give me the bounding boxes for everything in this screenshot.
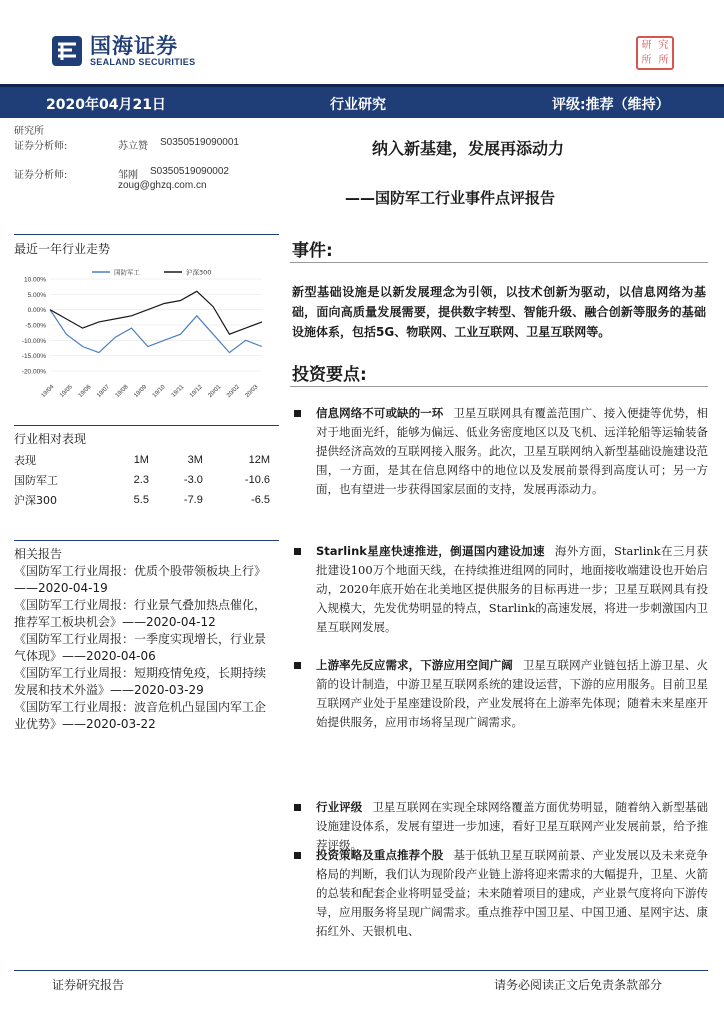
y-tick-label: 5.00% <box>27 291 46 299</box>
x-tick-label: 19/09 <box>133 384 149 400</box>
point-key: 行业评级 <box>316 800 363 814</box>
seal-char: 究 <box>658 39 669 51</box>
related-report-link[interactable]: 《国防军工行业周报：优质个股带领板块上行》——2020-04-19 <box>14 564 267 595</box>
footer-left: 证券研究报告 <box>52 978 125 992</box>
point-key: 信息网络不可或缺的一环 <box>316 406 444 420</box>
table-row <box>14 470 276 490</box>
point-text: 卫星互联网产业链包括上游卫星、火箭的设计制造，中游卫星互联网系统的建设运营，下游的应用服务。目前卫星互联网产业处于星座建设阶段，产业发展将在上游率先体现；随着未来星座开始提供服务，应用市场将呈现广阔需求。 <box>316 658 708 729</box>
table-header-cell: 1M <box>133 454 149 466</box>
bullet-icon <box>294 548 301 555</box>
report-type: 行业研究 <box>330 97 386 113</box>
y-tick-label: -10.00% <box>21 337 46 345</box>
series-line <box>50 291 262 334</box>
table-cell: -6.5 <box>251 494 270 506</box>
divider <box>14 234 279 235</box>
y-tick-label: -20.00% <box>21 368 46 376</box>
event-text: 新型基础设施是以新发展理念为引领，以技术创新为驱动，以信息网络为基础，面向高质量发展需要，提供数字转型、智能升级、融合创新等服务的基础设施体系，包括5G、物联网、工业互联网、卫星互联网等。 <box>292 285 706 339</box>
table-cell: -7.9 <box>183 494 203 506</box>
dept-label: 研究所 <box>14 126 44 137</box>
table-header-row <box>14 450 276 470</box>
header-bar <box>0 84 724 118</box>
point-item <box>316 656 708 732</box>
analyst-license: S0350519090002 <box>150 166 229 177</box>
point-text: 海外方面，Starlink在三月获批建设100万个地面天线，在持续推进组网的同时，地面接收端建设也开始启动，2020年底开始在北美地区提供服务的目标再进一步；卫星互联网具有投入规模大，先发优势明显的特点，Starlink的高速发展，将进一步刺激国内卫星互联网发展。 <box>316 544 708 634</box>
report-date: 2020年04月21日 <box>46 97 166 113</box>
related-heading: 相关报告 <box>14 547 63 561</box>
report-rating: 评级:推荐（维持） <box>552 97 670 113</box>
divider <box>14 425 279 426</box>
table-cell: 2.3 <box>133 474 149 486</box>
table-cell: 国防军工 <box>14 474 58 487</box>
seal-char: 所 <box>641 54 652 66</box>
points-heading: 投资要点: <box>292 365 367 385</box>
footer-divider <box>14 970 708 971</box>
legend-label: 沪深300 <box>186 268 212 277</box>
x-tick-label: 20/01 <box>207 384 223 400</box>
x-tick-label: 19/12 <box>188 384 204 400</box>
x-tick-label: 19/06 <box>77 384 93 400</box>
table-header-cell: 3M <box>187 454 203 466</box>
brand-logo <box>50 34 195 68</box>
divider <box>14 540 279 541</box>
table-cell: -3.0 <box>183 474 203 486</box>
brand-name-en: SEALAND SECURITIES <box>90 56 196 67</box>
x-tick-label: 20/02 <box>226 384 241 400</box>
point-item <box>316 404 708 499</box>
analyst-role: 证券分析师: <box>14 170 68 181</box>
brand-name-cn: 国海证券 <box>90 33 178 58</box>
seal-char: 研 <box>641 39 652 51</box>
analyst-license: S0350519090001 <box>160 137 239 148</box>
footer-right: 请务必阅读正文后免责条款部分 <box>494 978 663 992</box>
performance-table <box>14 450 276 510</box>
bullet-icon <box>294 804 301 811</box>
table-row <box>14 490 276 510</box>
x-tick-label: 19/10 <box>151 384 167 400</box>
point-item <box>316 846 708 941</box>
trend-heading: 最近一年行业走势 <box>14 242 111 256</box>
divider <box>290 262 708 263</box>
report-title: 纳入新基建，发展再添动力 <box>372 139 565 158</box>
table-cell: 沪深300 <box>14 494 57 507</box>
table-header-cell: 表现 <box>14 454 36 467</box>
related-report-link[interactable]: 《国防军工行业周报：一季度实现增长，行业景气体现》——2020-04-06 <box>14 632 267 663</box>
x-tick-label: 19/04 <box>40 384 56 400</box>
y-tick-label: -15.00% <box>21 353 46 361</box>
point-text: 卫星互联网在实现全球网络覆盖方面优势明显，随着纳入新型基础设施建设体系，发展有望进一步加速，看好卫星互联网产业发展前景，给予推荐评级。 <box>316 800 708 852</box>
analyst-name: 苏立赞 <box>118 141 148 152</box>
table-cell: -10.6 <box>244 474 270 486</box>
bullet-icon <box>294 662 301 669</box>
bullet-icon <box>294 852 301 859</box>
table-cell: 5.5 <box>133 494 149 506</box>
related-report-link[interactable]: 《国防军工行业周报：短期疫情免疫，长期持续发展和技术外溢》——2020-03-29 <box>14 666 267 697</box>
x-tick-label: 20/03 <box>244 384 260 400</box>
seal-char: 所 <box>658 54 669 66</box>
related-list <box>14 563 276 733</box>
x-tick-label: 19/07 <box>96 384 112 400</box>
point-key: Starlink星座快速推进，倒逼国内建设加速 <box>316 544 545 558</box>
point-key: 上游率先反应需求，下游应用空间广阔 <box>316 658 513 672</box>
event-heading: 事件: <box>292 241 333 261</box>
research-seal-icon <box>636 36 674 70</box>
sealand-logo-icon <box>50 34 84 68</box>
x-tick-label: 19/11 <box>170 384 186 399</box>
legend-label: 国防军工 <box>114 268 140 277</box>
performance-heading: 行业相对表现 <box>14 432 87 446</box>
series-line <box>50 310 262 353</box>
related-report-link[interactable]: 《国防军工行业周报：行业景气叠加热点催化，推荐军工板块机会》——2020-04-12 <box>14 598 267 629</box>
y-tick-label: 10.00% <box>23 276 46 284</box>
trend-chart <box>10 263 270 403</box>
x-tick-label: 19/05 <box>59 384 74 400</box>
analyst-role: 证券分析师: <box>14 141 68 152</box>
x-tick-label: 19/08 <box>114 384 130 400</box>
bullet-icon <box>294 410 301 417</box>
y-tick-label: 0.00% <box>27 307 46 315</box>
y-tick-label: -5.00% <box>25 322 46 330</box>
table-header-cell: 12M <box>248 454 270 466</box>
point-item <box>316 542 708 637</box>
point-text: 基于低轨卫星互联网前景、产业发展以及未来竞争格局的判断，我们认为现阶段产业链上游将迎来需求的大幅提升，卫星、火箭的总装和配套企业将明显受益；未来随着项目的建成，产业景气度将向下游传导，应用服务将呈现广阔需求。重点推荐中国卫星、中国卫通、星网宇达、康拓红外、天银机电、 <box>316 848 708 938</box>
report-subtitle: ——国防军工行业事件点评报告 <box>345 189 556 207</box>
analyst-name: 邹刚 <box>118 170 138 181</box>
divider <box>290 386 708 387</box>
point-key: 投资策略及重点推荐个股 <box>316 848 444 862</box>
analyst-email[interactable]: zoug@ghzq.com.cn <box>118 180 207 191</box>
point-text: 卫星互联网具有覆盖范围广、接入便捷等优势，相对于地面光纤，能够为偏远、低业务密度地区以及飞机、远洋轮船等运输装备提供经济高效的互联网接入服务。此次，卫星互联网纳入新型基础设施建设范围，一方面，是其在信息网络中的地位以及发展前景得到高度认可；另一方面，也有望进一步获得国家层面的支持，发展再添动力。 <box>316 406 708 496</box>
related-report-link[interactable]: 《国防军工行业周报：波音危机凸显国内军工企业优势》——2020-03-22 <box>14 700 267 731</box>
